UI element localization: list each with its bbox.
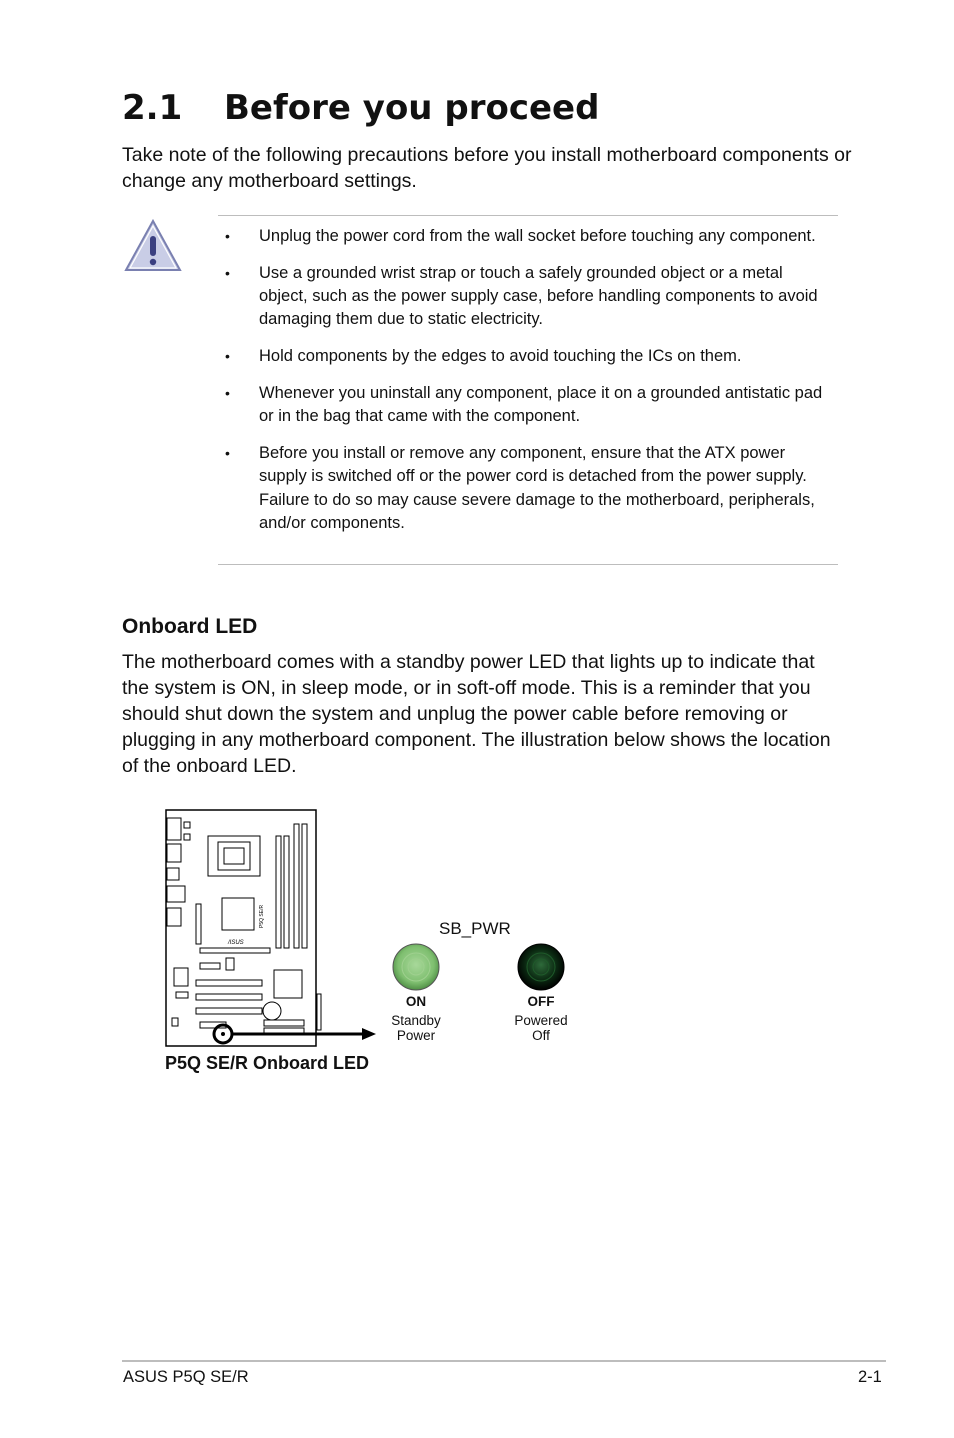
led-off-desc-line2: Off	[532, 1028, 550, 1043]
list-item: • Hold components by the edges to avoid touching the ICs on them.	[225, 347, 742, 366]
footer-rule	[122, 1360, 886, 1362]
led-label: SB_PWR	[439, 919, 511, 938]
led-on-indicator	[391, 942, 441, 997]
svg-text:/ISUS: /ISUS	[228, 940, 244, 946]
section-number: 2.1	[122, 88, 183, 128]
caution-list	[222, 225, 832, 549]
section-heading	[122, 88, 599, 128]
list-item: • Before you install or remove any component, ensure that the ATX power supply is switched off or the power cord is detached from the power supply. Failure to do so may cause severe damage to the motherboard, peripherals, and/or components.	[225, 444, 815, 532]
led-off-desc-line1: Powered	[514, 1013, 568, 1028]
board-model-text: P5Q SE/R	[259, 904, 265, 928]
led-on-desc-line2: Power	[396, 1028, 436, 1043]
list-item: • Whenever you uninstall any component, place it on a grounded antistatic pad or in the bag that came with the component.	[225, 383, 823, 426]
caution-item-text: Before you install or remove any component, ensure that the ATX power supply is switched off or the power cord is detached from the power supply. Failure to do so may cause severe damage to the motherboard, peripherals, and/or components.	[259, 444, 815, 532]
caution-item-text: Use a grounded wrist strap or touch a safely grounded object or a metal object, such as the power supply case, before handling components to avoid damaging them due to static electricity.	[259, 263, 818, 329]
list-item: • Unplug the power cord from the wall socket before touching any component.	[225, 227, 816, 245]
footer-page-number: 2-1	[858, 1368, 882, 1386]
caution-item-text: Hold components by the edges to avoid touching the ICs on them.	[259, 347, 742, 366]
caution-item-text: Whenever you uninstall any component, place it on a grounded antistatic pad or in the bag that came with the component.	[259, 383, 823, 426]
onboard-led-paragraph: The motherboard comes with a standby power LED that lights up to indicate that the system is ON, in sleep mode, or in soft-off mode. This is a reminder that you should shut down the system and unplug the power cable before removing or plugging in any motherboard component. The illustration below shows the location of the onboard LED.	[122, 651, 831, 777]
caution-triangle-icon	[122, 216, 184, 279]
motherboard-diagram	[160, 808, 330, 1058]
led-on-desc-line1: Standby	[391, 1013, 441, 1028]
caution-item-text: Unplug the power cord from the wall socket before touching any component.	[259, 227, 816, 245]
led-pointer-arrow	[328, 1026, 378, 1047]
list-item: • Use a grounded wrist strap or touch a safely grounded object or a metal object, such as the power supply case, before handling components to avoid damaging them due to static electricity.	[225, 263, 818, 329]
subsection-heading: Onboard LED	[122, 615, 258, 638]
led-on-state: ON	[405, 994, 427, 1009]
intro-paragraph: Take note of the following precautions before you install motherboard components or change any motherboard settings.	[122, 144, 852, 192]
figure-caption: P5Q SE/R Onboard LED	[165, 1053, 370, 1073]
caution-top-rule	[218, 215, 838, 216]
led-off-state: OFF	[527, 994, 555, 1009]
caution-bottom-rule	[218, 564, 838, 565]
section-title: Before you proceed	[224, 88, 600, 128]
footer-manual-title: ASUS P5Q SE/R	[123, 1368, 249, 1386]
led-off-indicator	[516, 942, 566, 997]
